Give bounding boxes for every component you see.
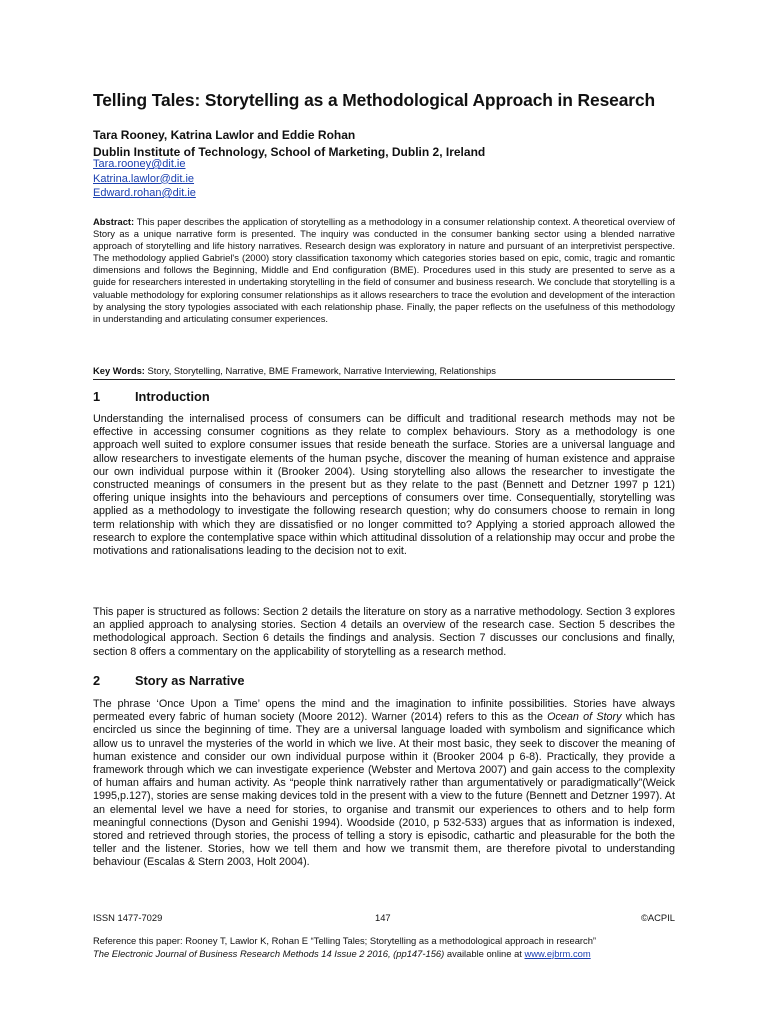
section-number: 1 (93, 389, 101, 404)
email-link-rooney[interactable]: Tara.rooney@dit.ie (93, 158, 186, 170)
section-title: Story as Narrative (135, 673, 245, 688)
keywords-label: Key Words: (93, 365, 145, 376)
affiliation: Dublin Institute of Technology, School of Marketing, Dublin 2, Ireland (93, 145, 486, 159)
intro-paragraph-2: This paper is structured as follows: Section 2 details the literature on story as a narrative methodology. Section 3 explores an applied approach to analysing stories. Section 4 details an overview of the research case. Section 5 describes the methodological approach. Section 6 details the findings and analysis. Section 7 discusses our conclusions and finally, section 8 offers a commentary on the applicability of storytelling as a research method. (93, 606, 675, 658)
copyright: ©ACPIL (640, 912, 675, 923)
author-block (93, 127, 485, 161)
email-list (93, 157, 196, 201)
page-number: 147 (375, 912, 391, 923)
abstract-label: Abstract: (93, 216, 135, 227)
section-number: 2 (93, 673, 101, 688)
section-title: Introduction (135, 389, 210, 404)
section-divider (93, 379, 675, 380)
author-names: Tara Rooney, Katrina Lawlor and Eddie Rohan (93, 128, 356, 142)
keywords-text: Story, Storytelling, Narrative, BME Framework, Narrative Interviewing, Relationships (144, 365, 496, 376)
narrative-italic: Ocean of Story (547, 711, 622, 724)
section-heading-story-as-narrative (93, 673, 245, 688)
journal-name: The Electronic Journal of Business Research Methods 14 Issue 2 2016, (pp147-156) (93, 947, 445, 959)
issn: ISSN 1477-7029 (93, 912, 163, 923)
email-link-rohan[interactable]: Edward.rohan@dit.ie (93, 187, 196, 199)
journal-line (93, 948, 683, 961)
narrative-text-a: The phrase ‘Once Upon a Time’ opens the mind and the imagination to infinite possibilities. Stories have always permeated every fabric of human society (Moore 2012). Warner (2014) refers to this as the (93, 698, 675, 724)
section-heading-introduction (93, 389, 210, 404)
narrative-paragraph (93, 698, 675, 870)
abstract (93, 216, 675, 325)
citation-block (93, 935, 683, 960)
reference-line: Reference this paper: Rooney T, Lawlor K, Rohan E “Telling Tales; Storytelling as a methodological approach in research” (93, 935, 597, 946)
intro-paragraph-1: Understanding the internalised process of consumers can be difficult and traditional research methods may not be effective in accessing consumer cognitions as they relate to complex behaviours. Story as a methodology is one approach well suited to explore consumer issues that reside beneath the surface. Stories are a universal language and allow researchers to investigate elements of the human psyche, discover the meaning of human existence and appraise our own individual purpose within it (Brooker 2004). Using storytelling also allows the researcher to investigate the constructed meanings of consumers in the present but as they relate to the past (Bennett and Detzner 1997 p 121) offering unique insights into the behaviours and perceptions of consumers over time. Consequentially, storytelling was applied as a methodology to investigate the following research question; why do consumers choose to remain in long term relationship with which they are dissatisfied or no longer committed to? Applying a storied approach allowed the research to explore the contemplative space within which attitudinal dissolution of a relationship may occur and probe the motivations and rationalisations leading to the decision not to exit. (93, 413, 675, 558)
keywords (93, 365, 496, 376)
available-text: available online at (444, 947, 525, 959)
journal-url-link[interactable]: www.ejbrm.com (524, 947, 591, 959)
narrative-text-b: which has encircled us since the beginning of time. They are a universal language loaded with symbolism and significance which allow us to unravel the mysteries of the world in which we live. At their most basic, they seek to discover the meaning of human existence and consider our own individual purpose within it (Brooker 2004 p 6-8). Practically, they provide a framework through which we can investigate experience (Webster and Mertova 2007) and gain access to the complexity of human affairs and human activity. As “people think narratively rather than argumentatively or paradigmatically”(Weick 1995,p.127), stories are sense making devices told in the present with a view to the future (Bennett and Detzner 1997). At an elemental level we have a need for stories, to organise and transmit our experiences to others and to help form meaningful connections (Dyson and Genishi 1994). Woodside (2010, p 532-533) argues that as information is indexed, stored and retrieved through stories, the process of telling a story is episodic, cathartic and pleasurable for the both the teller and the listener. Stories, how we tell them and how we transmit them, are therefore pivotal to understanding behaviour (Escalas & Stern 2003, Holt 2004). (93, 711, 676, 869)
paper-title: Telling Tales: Storytelling as a Methodological Approach in Research (93, 90, 656, 110)
email-link-lawlor[interactable]: Katrina.lawlor@dit.ie (93, 172, 195, 185)
abstract-text: This paper describes the application of storytelling as a methodology in a consumer relationship context. A theoretical overview of Story as a unique narrative form is presented. The inquiry was conducted in the consumer banking sector using a blended narrative approach of storytelling and life history narratives. Research design was exploratory in nature and pursuant of an interpretivist perspective. The methodology applied Gabriel's (2000) story classification taxonomy which categories stories based on epic, comic, tragic and romantic dimensions and follows the Beginning, Middle and End configuration (BME). Procedures used in this study are presented to serve as a guide for researchers interested in undertaking storytelling in the field of consumer and business research. We conclude that storytelling is a valuable methodology for exploring consumer relationships as it allows researchers to trace the evolution and development of the interaction by analysing the story typologies associated with each relationship phase. Finally, the paper reflects on the usefulness of this methodology in understanding and articulating consumer experiences. (93, 216, 675, 324)
